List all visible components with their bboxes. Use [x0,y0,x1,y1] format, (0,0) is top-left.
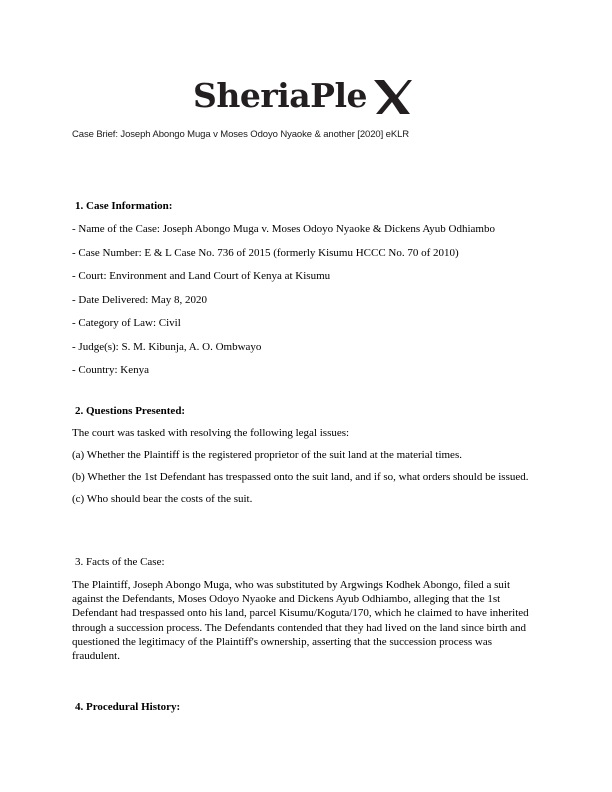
section-heading: 3. Facts of the Case: [75,556,165,568]
case-info-list [72,222,540,377]
brand-logo [193,74,367,118]
list-item: (c) Who should bear the costs of the suit. [72,493,253,506]
section-questions-presented [72,404,540,418]
list-item: - Date Delivered: May 8, 2020 [72,293,208,306]
section-case-information [72,199,540,213]
section-heading: 1. Case Information: [75,200,173,212]
list-item: - Category of Law: Civil [72,317,181,329]
facts-text: The Plaintiff, Joseph Abongo Muga, who was substituted by Argwings Kodhek Abongo, filed a suit against the Defendants, Moses Odoyo Nyaoke and Dickens Ayub Odhiambo, alleging that the 1st Defendant had trespassed onto his land, parcel Kisumu/Koguta/170, which he claimed to have inherited through a succession process. The Defendants contended that they had lived on the land since birth and questioned the legitimacy of the Plaintiff's ownership, asserting that the succession process was fraudulent. [72,579,529,663]
list-item: - Court: Environment and Land Court of Kenya at Kisumu [72,270,331,282]
list-item: - Country: Kenya [72,364,149,376]
case-brief-title: Case Brief: Joseph Abongo Muga v Moses Odoyo Nyaoke & another [2020] eKLR [72,129,410,140]
section-heading: 4. Procedural History: [75,701,181,713]
x-mark-icon [374,80,412,114]
list-item: - Judge(s): S. M. Kibunja, A. O. Ombwayo [72,340,262,353]
facts-paragraph [72,578,540,663]
list-item: - Name of the Case: Joseph Abongo Muga v. Moses Odoyo Nyaoke & Dickens Ayub Odhiambo [72,223,495,235]
logo-text: SheriaPle [193,76,367,115]
questions-list [72,426,540,506]
list-item: (b) Whether the 1st Defendant has trespassed onto the suit land, and if so, what orders should be issued. [72,471,529,483]
section-heading: 2. Questions Presented: [75,405,186,417]
questions-intro: The court was tasked with resolving the following legal issues: [72,427,350,439]
list-item: (a) Whether the Plaintiff is the registered proprietor of the suit land at the material times. [72,449,462,461]
list-item: - Case Number: E & L Case No. 736 of 2015 (formerly Kisumu HCCC No. 70 of 2010) [72,246,459,259]
section-procedural-history [72,700,540,714]
section-facts [72,555,540,569]
